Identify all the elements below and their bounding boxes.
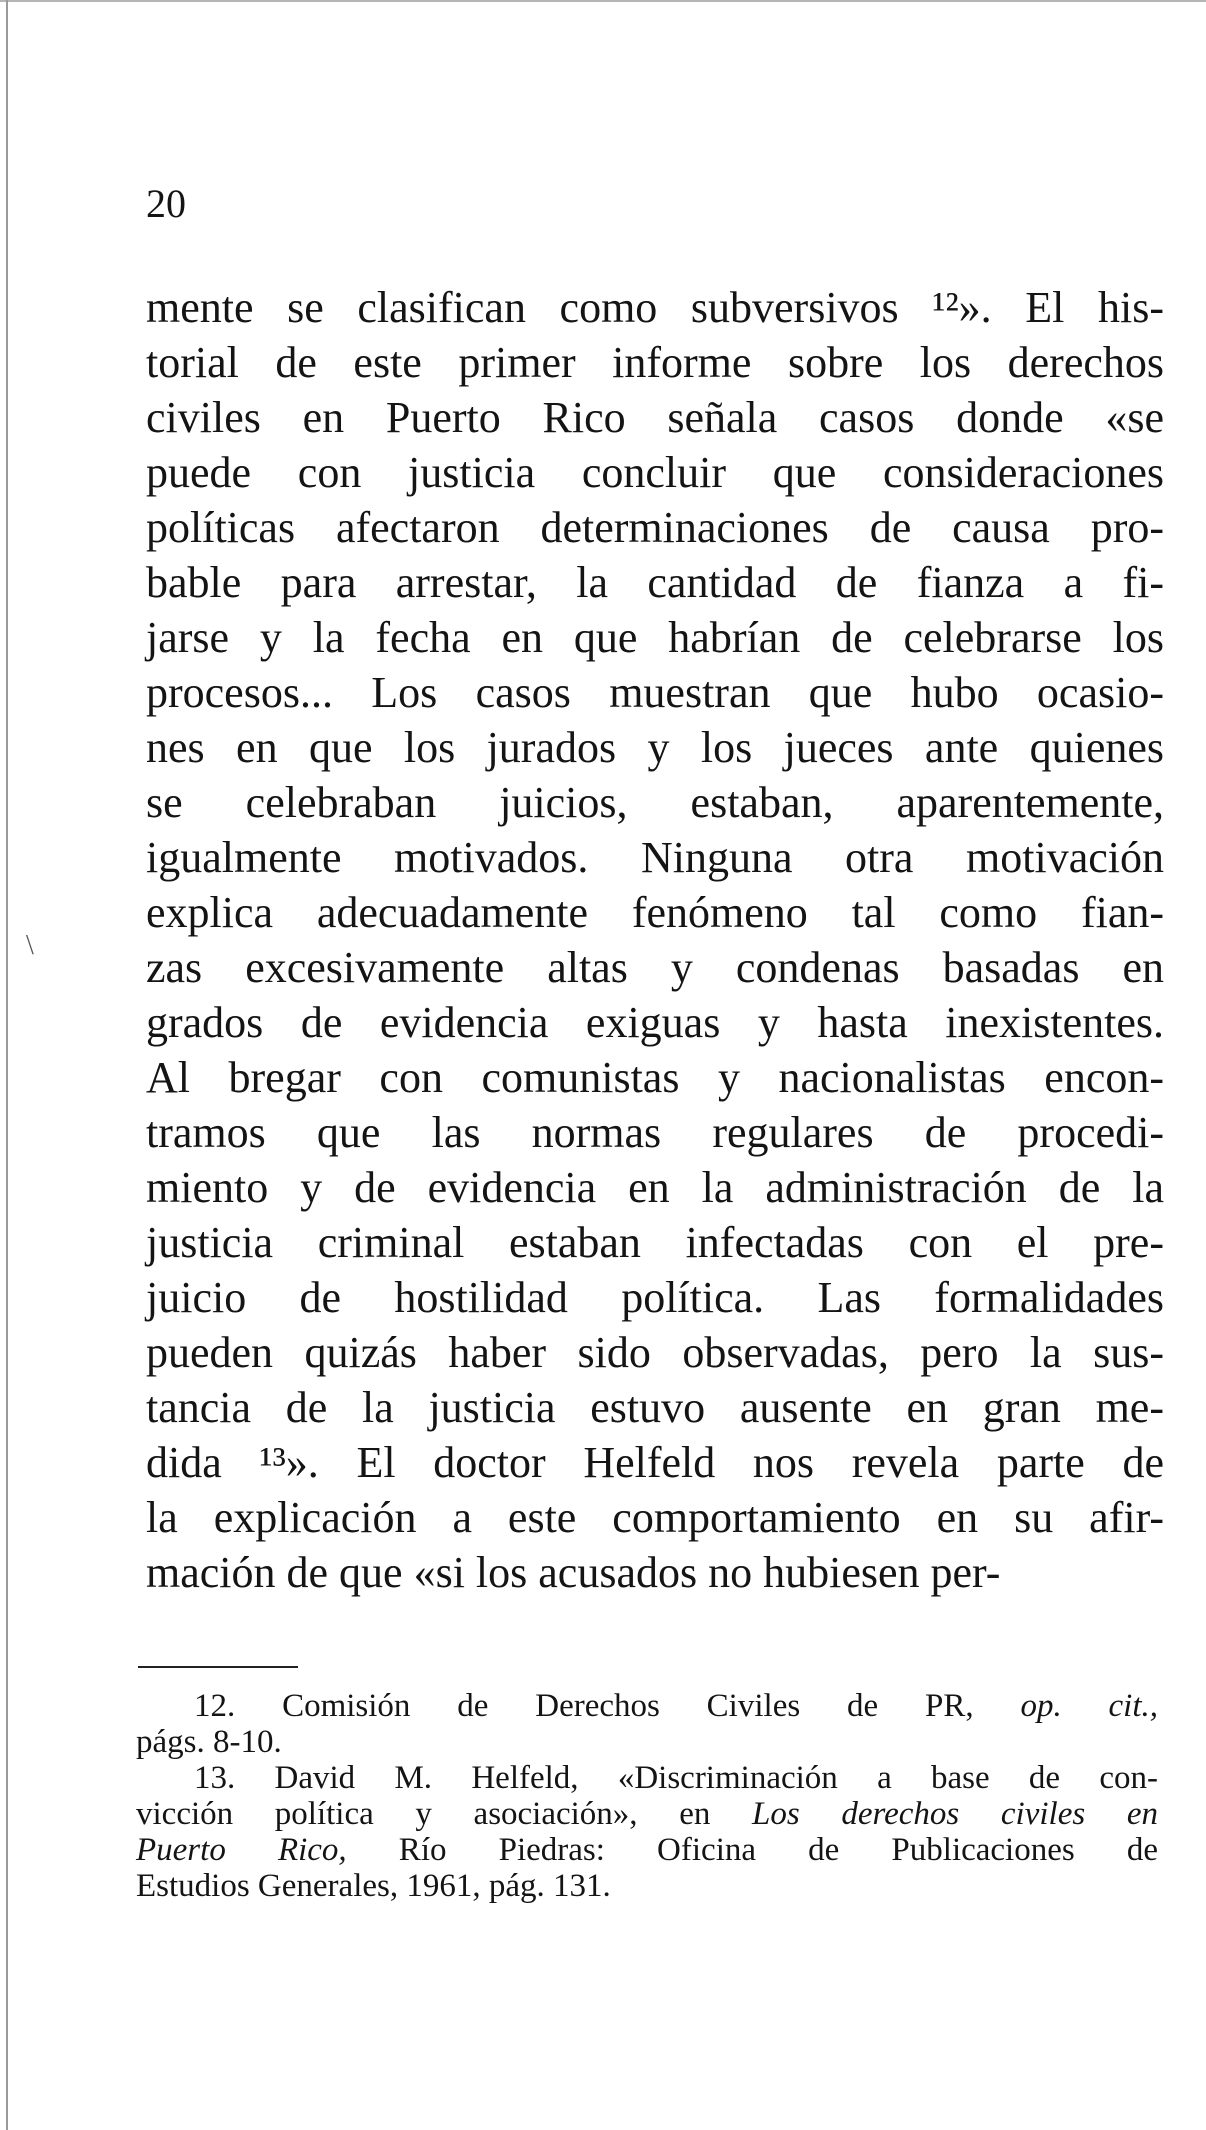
body-line: la explicación a este comportamiento en su afir- — [146, 1493, 1164, 1542]
body-line: juicio de hostilidad política. Las formalidades — [146, 1273, 1164, 1322]
body-line: políticas afectaron determinaciones de causa pro- — [146, 503, 1164, 552]
footnote-12-line: págs. 8-10. — [136, 1724, 282, 1760]
citation-title: Puerto Rico, — [136, 1832, 347, 1868]
body-line: pueden quizás haber sido observadas, pero la sus- — [146, 1328, 1164, 1377]
body-line: se celebraban juicios, estaban, aparentemente, — [146, 778, 1164, 827]
body-line: mación de que «si los acusados no hubiesen per- — [146, 1548, 1001, 1597]
body-line: dida ¹³». El doctor Helfeld nos revela parte de — [146, 1438, 1164, 1487]
body-line: miento y de evidencia en la administración de la — [146, 1163, 1164, 1212]
footnotes — [136, 1688, 1158, 1904]
margin-mark: \ — [26, 930, 34, 961]
citation-title: Los derechos civiles en — [752, 1796, 1158, 1832]
body-line: explica adecuadamente fenómeno tal como fian- — [146, 888, 1164, 937]
body-line: mente se clasifican como subversivos ¹²». El his- — [146, 283, 1164, 332]
body-line: puede con justicia concluir que consideraciones — [146, 448, 1164, 497]
body-line: tramos que las normas regulares de procedi- — [146, 1108, 1164, 1157]
footnote-13-line: 13. David M. Helfeld, «Discriminación a base de con- — [194, 1760, 1158, 1796]
footnote-13-line: Puerto Rico, Río Piedras: Oficina de Publicaciones de — [136, 1832, 1158, 1868]
page-number: 20 — [146, 181, 186, 226]
body-line: grados de evidencia exiguas y hasta inexistentes. — [146, 998, 1164, 1047]
body-line: procesos... Los casos muestran que hubo ocasio- — [146, 668, 1164, 717]
body-line: nes en que los jurados y los jueces ante quienes — [146, 723, 1164, 772]
body-line: civiles en Puerto Rico señala casos donde «se — [146, 393, 1164, 442]
page-top-edge — [0, 0, 1206, 2]
page-left-edge — [6, 0, 8, 2130]
body-line: zas excesivamente altas y condenas basadas en — [146, 943, 1164, 992]
body-line: bable para arrestar, la cantidad de fianza a fi- — [146, 558, 1164, 607]
body-line: igualmente motivados. Ninguna otra motivación — [146, 833, 1164, 882]
body-line: justicia criminal estaban infectadas con el pre- — [146, 1218, 1164, 1267]
footnote-13-line: Estudios Generales, 1961, pág. 131. — [136, 1868, 611, 1904]
footnote-13-line: vicción política y asociación», en Los derechos civiles en — [136, 1796, 1158, 1832]
footnote-12-line: 12. Comisión de Derechos Civiles de PR, op. cit., — [194, 1688, 1158, 1724]
body-line: Al bregar con comunistas y nacionalistas encon- — [146, 1053, 1164, 1102]
body-line: torial de este primer informe sobre los derechos — [146, 338, 1164, 387]
body-line: jarse y la fecha en que habrían de celebrarse los — [146, 613, 1164, 662]
footnote-rule — [138, 1666, 298, 1668]
body-line: tancia de la justicia estuvo ausente en gran me- — [146, 1383, 1164, 1432]
citation-title: op. cit., — [1020, 1688, 1158, 1724]
body-text — [146, 280, 1164, 1600]
